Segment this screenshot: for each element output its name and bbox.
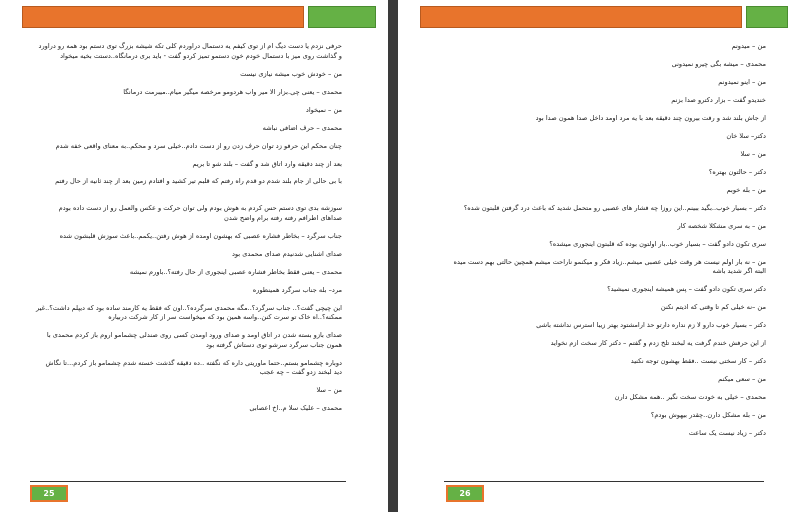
paragraph: بعد از چند دقیقه وارد اتاق شد و گفت – بلند شو تا بریم	[192, 159, 342, 168]
paragraph: با بی حالی از جام بلند شدم دو قدم راه رفتم که قلبم تیر کشید و افتادم زمین بعد از چند ثانیه از حال رفتم	[55, 177, 342, 186]
footer-rule	[444, 481, 764, 482]
paragraph: من –نه خیلی کم تا وقتی که اذیتم نکنن	[660, 303, 766, 312]
paragraph: من – نه بار اولم نیست هر وقت خیلی عصبی میشم..زیاد فکر و میکنمو ناراحت میشم همچین حالتی بهم دست میده البته اگر شدید باشه	[453, 257, 766, 276]
paragraph: محمدی – یعنی فقط بخاطر فشاره عصبی اینجوری از حال رفته؟..باورم نمیشه	[129, 267, 342, 276]
paragraph: من – اینو نمیدونم	[718, 77, 766, 86]
paragraph: محمدی – خیلی به خودت سخت نگیر ..همه مشکل دارن	[614, 393, 766, 402]
footer-rule	[30, 481, 346, 482]
paragraph: دکتر– سلا خان	[726, 131, 766, 140]
paragraph: من – بله مشکل دارن..چقدر بیهوش بودم؟	[650, 411, 766, 420]
paragraph: دوباره چشمامو بستم..حتما ماوریتی داره که نگفته ..ده دقیقه گذشت خسته شدم چشمامو باز کردم...تا نگاش دید لبخند زدو گفت – چه عجب	[45, 358, 342, 377]
header-green-bar	[308, 6, 376, 28]
page-gutter	[388, 0, 398, 512]
paragraph: من – سعی میکنم	[718, 375, 766, 384]
paragraph: محمدی – حرف اضافی نباشه	[262, 123, 342, 132]
paragraph: سری تکون دادو گفت – بسیار خوب..بار اولتون بوده که قلبتون اینجوری میشده؟	[549, 239, 766, 248]
paragraph: من – سلا	[740, 149, 766, 158]
paragraph: خندیدو گفت – بزار دکترو صدا بزنم	[671, 95, 766, 104]
paragraph: من – به سری مشکلا شخصه کار	[677, 221, 766, 230]
paragraph: من – نمیخواد	[305, 105, 342, 114]
paragraph: محمدی – میشه بگی چیرو نمیدونی	[671, 59, 766, 68]
header-orange-bar	[420, 6, 742, 28]
header-orange-bar	[22, 6, 304, 28]
paragraph: دکتر – بسیار خوب دارو لا زم نداره دارتو حذ ارامشتود بهتر زیبا استرس نداشته باشی	[536, 321, 766, 330]
paragraph: من – میدونم	[731, 42, 766, 50]
paragraph: این چیچی گفت؟.. جناب سرگرد؟..مگه محمدی سرگرده؟..اون که فقط یه کارمند ساده بود که دیپلم داشت؟..غیر ممکنه؟..اه خاک تو سرت کنن..واسه همین بود که میخواست سر از کار شرکت دربیاره	[36, 303, 342, 322]
header-green-bar	[746, 6, 788, 28]
paragraph: از این حرفش خندم گرفت یه لبخند تلخ زدم و گفتم – دکتر کار سخت ازم نخواید	[550, 339, 766, 348]
paragraph: دکتر – کار سختی نیست ..فقط بهشون توجه نکنید	[630, 357, 766, 366]
right-page	[398, 0, 794, 512]
paragraph: سوزشه بدی توی دستم حس کردم به هوش بودم ولی توان حرکت و عکس والعمل رو از دست داده بودم صداهای اطرافم رفته رفته برام واضح شدن	[58, 204, 342, 222]
right-page-body	[448, 42, 766, 447]
paragraph: صدای بازو بسته شدن در اتاق اومد و صدای ورود اومدن کسی روی صندلی چشمامو اروم باز کردم محمدی با همون جناب سرگرد سرشو توی دستاش گرفته بود	[46, 331, 342, 349]
paragraph: حرفی نزدم یا دست دیگ ام از توی کیفم یه دستمال دراوردم کلی تکه شیشه بزرگ توی دستم بود همه رو دراورد و گذاشت روی میز با دستمال خودم خون دستمو تمیز کردو گفت - باید بری درمانگاه..دستت بخیه میخواد	[38, 42, 342, 60]
paragraph: صدای اشنایی شدنیدم صدای محمدی بود	[231, 249, 342, 258]
paragraph: دکتر – بسیار خوب..بگید ببینم..این روزا چه فشار های عصبی رو متحمل شدید که باعث درد گرفتن قلبتون شده؟	[463, 203, 766, 212]
paragraph: من – بله خوبم	[726, 185, 766, 194]
paragraph: از جاش بلند شد و رفت بیرون چند دقیقه بعد با یه مرد اومد داخل صدا همون صدا بود	[535, 113, 766, 122]
paragraph: جناب سرگرد – بخاطر فشاره عصبی که بهشون اومده از هوش رفتن..یکمم..باعث سوزش قلبشون شده	[59, 231, 342, 240]
left-page	[0, 0, 388, 512]
paragraph: من – خودش خوب میشه نیازی نیست	[240, 69, 342, 78]
paragraph: دکتر – زیاد نیست یک ساعت	[688, 429, 766, 438]
page-number-badge: 25	[30, 485, 68, 502]
paragraph: دکتر سری تکون دادو گفت – پس همیشه اینجوری نمیشید؟	[607, 285, 766, 294]
paragraph: محمدی – علیک سلا م..اخ اعصابی	[249, 404, 342, 413]
paragraph: من – سلا	[316, 386, 342, 395]
paragraph: محمدی – یعنی چی.بزار الا میر واب هردومو مرخصه میگیر میام..میبرمت درمانگا	[123, 87, 342, 96]
paragraph: چنان محکم این حرفو زد توان حرف زدن رو از دست دادم..خیلی سرد و محکم..به معنای واقعی خفه شدم	[55, 141, 342, 150]
page-number-badge: 26	[446, 485, 484, 502]
paragraph: دکتر – حالتون بهتره؟	[708, 167, 766, 176]
left-page-body	[36, 42, 342, 422]
paragraph: مرد– بله جناب سرگرد همینطوره	[252, 285, 342, 294]
